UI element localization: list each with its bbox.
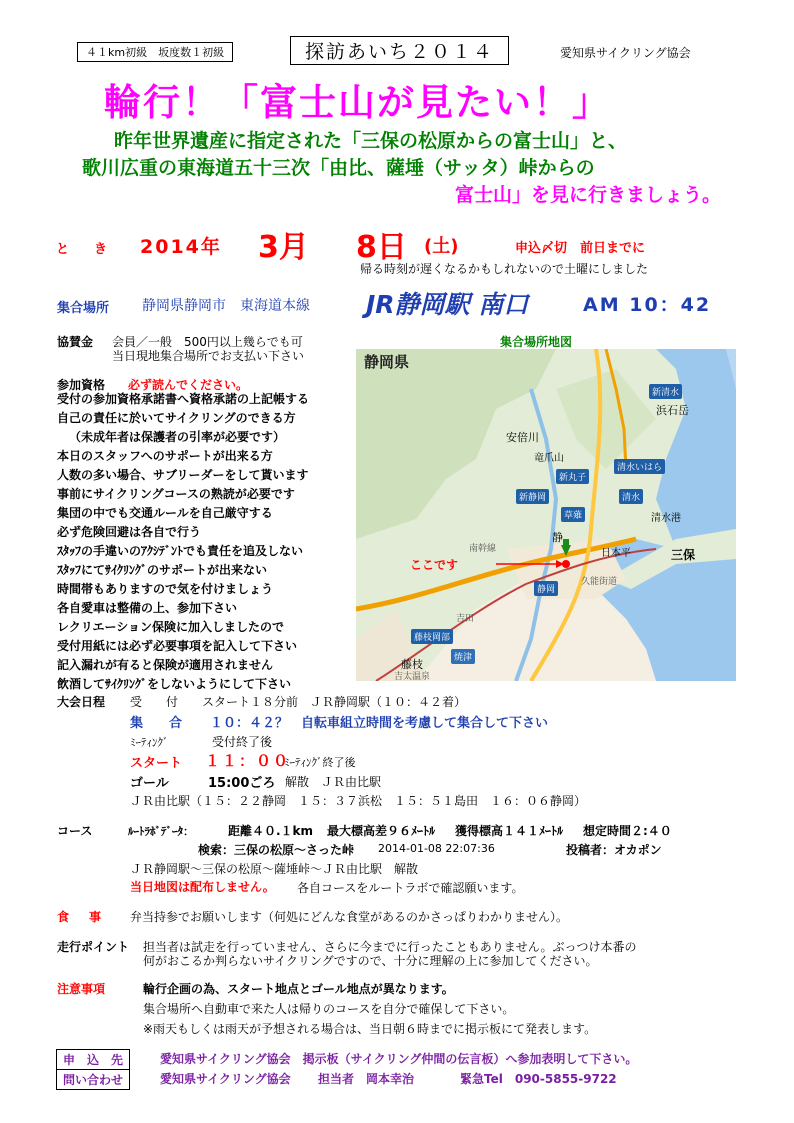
schedule-label: 大会日程 <box>57 695 106 709</box>
rule-item: レクリエーション保険に加入しましたので <box>57 620 285 634</box>
meeting-item-text: 受付終了後 <box>212 735 273 749</box>
rule-item: 必ず危険回避は各自で行う <box>57 525 202 539</box>
map-label: 久能街道 <box>581 577 618 587</box>
intro-line-1: 昨年世界遺産に指定された「三保の松原からの富士山」と、 <box>114 130 628 152</box>
map-label: 静岡 <box>534 581 558 596</box>
map-label: 安倍川 <box>506 431 539 444</box>
apply-text: 愛知県サイクリング協会 掲示板（サイクリング仲間の伝言板）へ参加表明して下さい。 <box>160 1052 638 1066</box>
course-timestamp: 2014-01-08 22:07:36 <box>378 842 495 855</box>
points-text-1: 担当者は試走を行っていません、さらに今までに行ったこともありません。ぶっつけ本番の <box>143 940 637 954</box>
points-label: 走行ポイント <box>57 940 130 954</box>
rule-item: 人数の多い場合、サブリーダーをして貰います <box>57 468 309 482</box>
notes-label: 注意事項 <box>57 982 106 996</box>
rule-item: 集団の中でも交通ルールを自己厳守する <box>57 506 273 520</box>
rule-item: 本日のスタッフへのサポートが出来る方 <box>57 449 273 463</box>
date-year: 2014年 <box>140 236 222 258</box>
map-here-marker: ここです <box>410 558 459 572</box>
organizer-name: 愛知県サイクリング協会 <box>560 46 691 60</box>
course-path: ＪＲ静岡駅～三保の松原～薩埵峠～ＪＲ由比駅 解散 <box>130 862 419 876</box>
series-title: 探訪あいち２０１４ <box>290 36 509 65</box>
meeting-station: JR静岡駅 南口 <box>366 290 529 319</box>
apply-label: 申 込 先 <box>56 1049 130 1070</box>
map-label: 吉田 <box>456 614 475 624</box>
map-label: 竜爪山 <box>534 453 564 464</box>
meeting-place: 静岡県静岡市 東海道本線 <box>142 298 310 314</box>
schedule-reception: 受 付 スタート１８分前 ＪＲ静岡駅（１０：４２着） <box>130 695 467 709</box>
course-label: コース <box>57 824 93 838</box>
fee-text-2: 当日現地集合場所でお支払い下さい <box>112 349 305 363</box>
course-search: 検索：三保の松原～さった峠 <box>198 843 355 857</box>
contact-org: 愛知県サイクリング協会 <box>160 1072 291 1086</box>
points-text-2: 何がおこるか判らないサイクリングですので、十分に理解の上に参加してください。 <box>143 954 598 968</box>
rule-list <box>57 390 352 694</box>
map-label: 新清水 <box>649 384 682 399</box>
map-label: 三保 <box>671 548 696 562</box>
map-label: 焼津 <box>451 649 475 664</box>
level-badge: ４１km初級 坂度数１初級 <box>77 42 233 62</box>
map-label: 藤枝岡部 <box>411 629 453 644</box>
must-read-note: 必ず読んでください。 <box>128 378 249 392</box>
map-label: 清水港 <box>651 513 681 524</box>
intro-line-3: 富士山」を見に行きましょう。 <box>455 184 722 206</box>
rule-item: 記入漏れが有ると保険が適用されません <box>57 658 274 672</box>
map-label: 清水 <box>619 489 643 504</box>
rule-item: ｽﾀｯﾌの手違いのｱｸｼﾃﾞﾝﾄでも責任を追及しない <box>57 544 304 558</box>
contact-person: 担当者 岡本幸治 <box>318 1072 415 1086</box>
map-label: 浜石岳 <box>656 404 689 417</box>
deadline: 申込〆切 前日までに <box>515 241 646 256</box>
meeting-time: AM 10：42 <box>583 294 712 316</box>
rule-item: 各自愛車は整備の上、参加下さい <box>57 601 238 615</box>
start-label: スタート <box>130 756 183 771</box>
qualification-label: 参加資格 <box>57 378 106 392</box>
course-author: 投稿者：オカポン <box>566 843 662 857</box>
assembly-label: 集 合 <box>130 716 183 731</box>
meeting-label: 集合場所 <box>57 301 110 316</box>
route-lab-label: ﾙｰﾄﾗﾎﾞﾃﾞｰﾀ： <box>128 825 194 838</box>
course-distance: 距離４０.１km <box>228 824 314 838</box>
map-label: 静 <box>552 531 563 544</box>
rule-item: 飲酒してｻｲｸﾘﾝｸﾞをしないようにして下さい <box>57 677 292 691</box>
rule-item: 自己の責任に於いてサイクリングのできる方 <box>57 411 296 425</box>
map-label: 日本平 <box>601 548 631 559</box>
map-label: 新静岡 <box>516 489 549 504</box>
map-label: 藤枝 <box>401 658 423 671</box>
contact-tel: 緊急Tel 090-5855-9722 <box>460 1072 617 1086</box>
goal-text: 解散 ＪＲ由比駅 <box>285 775 382 789</box>
train-times: ＪＲ由比駅（１５：２２静岡 １５：３７浜松 １５：５１島田 １６：０６静岡） <box>130 794 587 808</box>
course-max-elevation: 最大標高差９６ﾒｰﾄﾙ <box>327 824 436 838</box>
map-label-pref: 静岡県 <box>364 353 410 371</box>
meeting-item-label: ﾐｰﾃｨﾝｸﾞ <box>130 736 169 749</box>
rule-item: ｽﾀｯﾌにてｻｲｸﾘﾝｸﾞのサポートが出来ない <box>57 563 268 577</box>
intro-line-2: 歌川広重の東海道五十三次「由比、薩埵（サッタ）峠からの <box>82 157 595 179</box>
map-label: 新丸子 <box>556 469 589 484</box>
rule-item: 時間帯もありますので気を付けましょう <box>57 582 274 596</box>
goal-time: 15:00ごろ <box>208 776 276 791</box>
course-climb: 獲得標高１４１ﾒｰﾄﾙ <box>455 824 564 838</box>
start-note: ﾐｰﾃｨﾝｸﾞ終了後 <box>284 756 356 769</box>
map-label: 清水いはら <box>614 459 665 474</box>
meeting-map[interactable] <box>356 349 736 681</box>
note-2: 集合場所へ自動車で来た人は帰りのコースを自分で確保して下さい。 <box>143 1002 515 1016</box>
course-confirm: 各自コースをルートラボで確認願います。 <box>297 881 524 895</box>
meal-text: 弁当持参でお願いします（何処にどんな食堂があるのかさっぱりわかりません）。 <box>130 910 569 924</box>
rule-item: 事前にサイクリングコースの熟読が必要です <box>57 487 295 501</box>
date-month: 3月 <box>258 230 309 265</box>
date-label: と き <box>56 242 114 257</box>
map-caption: 集合場所地図 <box>500 335 573 349</box>
rule-item: （未成年者は保護者の引率が必要です） <box>69 430 286 444</box>
date-note: 帰る時刻が遅くなるかもしれないので土曜にしました <box>360 262 649 276</box>
meal-label: 食 事 <box>57 910 106 924</box>
start-time: １１：００ <box>205 752 291 770</box>
fee-text-1: 会員／一般 500円以上幾らでも可 <box>112 335 303 349</box>
map-label: 南幹線 <box>469 544 497 554</box>
note-3: ※雨天もしくは雨天が予想される場合は、当日朝６時までに掲示板にて発表します。 <box>143 1022 597 1036</box>
rule-item: 受付用紙には必ず必要事項を記入して下さい <box>57 639 298 653</box>
page-title: 輪行！「富士山が見たい！」 <box>104 81 611 124</box>
date-weekday: (土) <box>424 236 459 257</box>
map-label: 草薙 <box>561 507 585 522</box>
goal-label: ゴール <box>130 776 169 791</box>
map-label: 吉太温泉 <box>394 672 431 681</box>
no-map-note: 当日地図は配布しません。 <box>130 880 275 894</box>
assembly-text: １０：４２？ 自転車組立時間を考慮して集合して下さい <box>210 716 549 731</box>
fee-label: 協賛金 <box>57 335 94 349</box>
note-1: 輪行企画の為、スタート地点とゴール地点が異なります。 <box>143 982 454 996</box>
contact-label: 問い合わせ <box>56 1069 130 1090</box>
date-day: 8日 <box>356 230 407 265</box>
rule-item: 受付の参加資格承諾書へ資格承諾の上記帳する <box>57 392 310 406</box>
course-time: 想定時間２:４０ <box>583 824 672 838</box>
